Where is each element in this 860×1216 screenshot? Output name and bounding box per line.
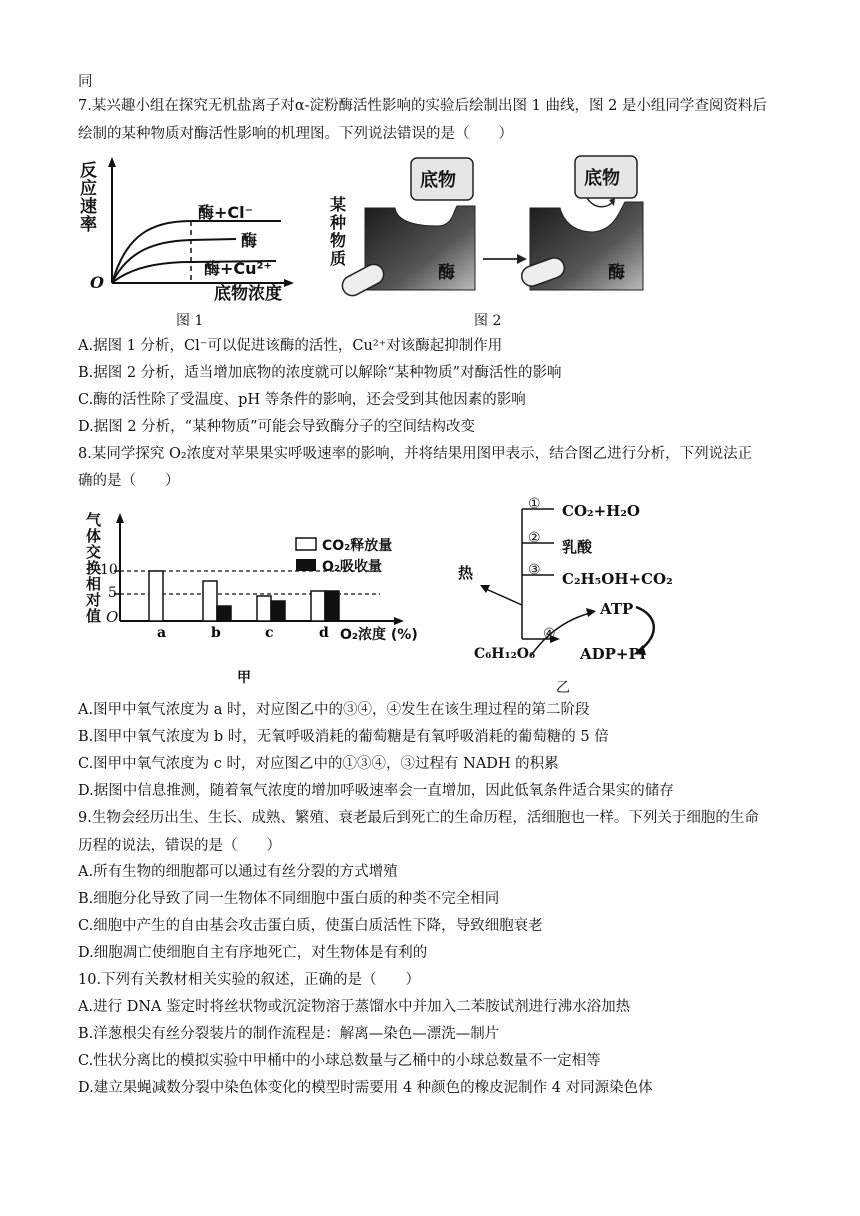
figyi-p2-product: 乳酸 bbox=[562, 538, 593, 556]
x-tick-label-a: a bbox=[157, 625, 167, 641]
bar-co2-b bbox=[203, 581, 217, 621]
fig2-substrate-label-2: 底物 bbox=[584, 168, 620, 189]
figjia-tick-10: 10 bbox=[100, 562, 118, 578]
fig2-enzyme-label-1: 酶 bbox=[438, 263, 455, 283]
bar-o2-c bbox=[271, 601, 285, 621]
question-8-stem: 8.某同学探究 O₂浓度对苹果果实呼吸速率的影响，并将结果用图甲表示，结合图乙进行分析，下列说法正 bbox=[78, 446, 753, 462]
question-10-option-b: B.洋葱根尖有丝分裂装片的制作流程是：解离—染色—漂洗—制片 bbox=[78, 1026, 500, 1042]
bar-co2-d bbox=[311, 591, 325, 621]
bar-co2-a bbox=[149, 571, 163, 621]
question-7-option-c: C.酶的活性除了受温度、pH 等条件的影响，还会受到其他因素的影响 bbox=[78, 392, 526, 408]
bar-o2-d bbox=[325, 591, 339, 621]
question-9-option-d: D.细胞凋亡使细胞自主有序地死亡，对生物体是有利的 bbox=[78, 945, 428, 961]
bar-co2-c bbox=[257, 596, 271, 621]
figyi-glucose: C₆H₁₂O₆ bbox=[474, 646, 536, 662]
question-7-option-d: D.据图 2 分析，“某种物质”可能会导致酶分子的空间结构改变 bbox=[78, 419, 475, 435]
figjia-caption: 甲 bbox=[237, 670, 251, 686]
fig2-substance-label: 某种物质 bbox=[330, 195, 347, 268]
figjia-legend-co2: CO₂释放量 bbox=[322, 538, 393, 554]
figyi-p4-marker: ④ bbox=[543, 626, 556, 642]
question-8-option-c: C.图甲中氧气浓度为 c 时，对应图乙中的①③④，③过程有 NADH 的积累 bbox=[78, 756, 559, 772]
question-8-option-a: A.图甲中氧气浓度为 a 时，对应图乙中的③④，④发生在该生理过程的第二阶段 bbox=[78, 702, 590, 718]
text-line: 同 bbox=[78, 74, 93, 90]
x-tick-label-b: b bbox=[211, 625, 221, 641]
question-7-stem-cont: 绘制的某种物质对酶活性影响的机理图。下列说法错误的是（ ） bbox=[78, 126, 513, 142]
figyi-adp: ADP+Pi bbox=[580, 645, 646, 663]
x-tick-label-c: c bbox=[265, 625, 274, 641]
fig2-substrate-label-1: 底物 bbox=[420, 170, 456, 191]
question-10-stem: 10.下列有关教材相关实验的叙述，正确的是（ ） bbox=[78, 972, 421, 988]
fig1-ylabel: 反应速率 bbox=[80, 161, 97, 235]
figyi-p1-product: CO₂+H₂O bbox=[562, 502, 640, 520]
figure-jia-bar-chart bbox=[80, 505, 425, 685]
question-8-option-d: D.据图中信息推测，随着氧气浓度的增加呼吸速率会一直增加，因此低氧条件适合果实的储存 bbox=[78, 783, 674, 799]
figyi-atp: ATP bbox=[600, 600, 634, 618]
question-9-option-a: A.所有生物的细胞都可以通过有丝分裂的方式增殖 bbox=[78, 864, 398, 880]
figyi-p1-marker: ① bbox=[528, 496, 541, 512]
fig1-xlabel: 底物浓度 bbox=[214, 284, 282, 304]
figjia-xlabel: O₂浓度 (%) bbox=[340, 627, 418, 643]
question-7-option-a: A.据图 1 分析，Cl⁻可以促进该酶的活性，Cu²⁺对该酶起抑制作用 bbox=[78, 338, 503, 354]
figyi-caption: 乙 bbox=[556, 680, 570, 696]
question-8-stem-cont: 确的是（ ） bbox=[78, 473, 180, 489]
figyi-heat-label: 热 bbox=[458, 564, 474, 582]
question-9-stem-cont: 历程的说法，错误的是（ ） bbox=[78, 838, 281, 854]
figyi-p3-marker: ③ bbox=[528, 562, 541, 578]
question-9-option-c: C.细胞中产生的自由基会攻击蛋白质，使蛋白质活性下降，导致细胞衰老 bbox=[78, 918, 543, 934]
fig1-caption: 图 1 bbox=[176, 313, 204, 329]
figjia-tick-5: 5 bbox=[108, 585, 117, 601]
figjia-legend-o2: O₂吸收量 bbox=[322, 559, 383, 575]
question-10-option-c: C.性状分离比的模拟实验中甲桶中的小球总数量与乙桶中的小球总数量不一定相等 bbox=[78, 1053, 601, 1069]
fig2-enzyme-label-2: 酶 bbox=[608, 263, 625, 283]
question-9-option-b: B.细胞分化导致了同一生物体不同细胞中蛋白质的种类不完全相同 bbox=[78, 891, 500, 907]
fig1-curve-top-label: 酶+Cl⁻ bbox=[198, 203, 254, 222]
figjia-ylabel: 气体交换相对值 bbox=[86, 511, 102, 625]
figyi-p3-product: C₂H₅OH+CO₂ bbox=[562, 570, 673, 588]
question-7-option-b: B.据图 2 分析，适当增加底物的浓度就可以解除“某种物质”对酶活性的影响 bbox=[78, 365, 562, 381]
question-7-stem: 7.某兴趣小组在探究无机盐离子对α-淀粉酶活性影响的实验后绘制出图 1 曲线，图 2 是小组同学查阅资料后 bbox=[78, 98, 767, 114]
question-10-option-d: D.建立果蝇减数分裂中染色体变化的模型时需要用 4 种颜色的橡皮泥制作 4 对同源染色体 bbox=[78, 1080, 653, 1096]
question-9-stem: 9.生物会经历出生、生长、成熟、繁殖、衰老最后到死亡的生命历程，活细胞也一样。下列关于细胞的生命 bbox=[78, 810, 759, 826]
figyi-p2-marker: ② bbox=[528, 530, 541, 546]
fig1-curve-mid-label: 酶 bbox=[241, 231, 258, 250]
question-10-option-a: A.进行 DNA 鉴定时将丝状物或沉淀物溶于蒸馏水中并加入二苯胺试剂进行沸水浴加热 bbox=[78, 999, 631, 1015]
question-8-option-b: B.图甲中氧气浓度为 b 时，无氧呼吸消耗的葡萄糖是有氧呼吸消耗的葡萄糖的 5 倍 bbox=[78, 729, 609, 745]
bar-o2-b bbox=[217, 606, 231, 621]
figjia-origin: O bbox=[106, 608, 119, 626]
x-tick-label-d: d bbox=[319, 625, 329, 641]
fig1-curve-low-label: 酶+Cu²⁺ bbox=[204, 259, 272, 278]
fig1-origin: O bbox=[90, 273, 104, 292]
fig2-caption: 图 2 bbox=[474, 313, 502, 329]
